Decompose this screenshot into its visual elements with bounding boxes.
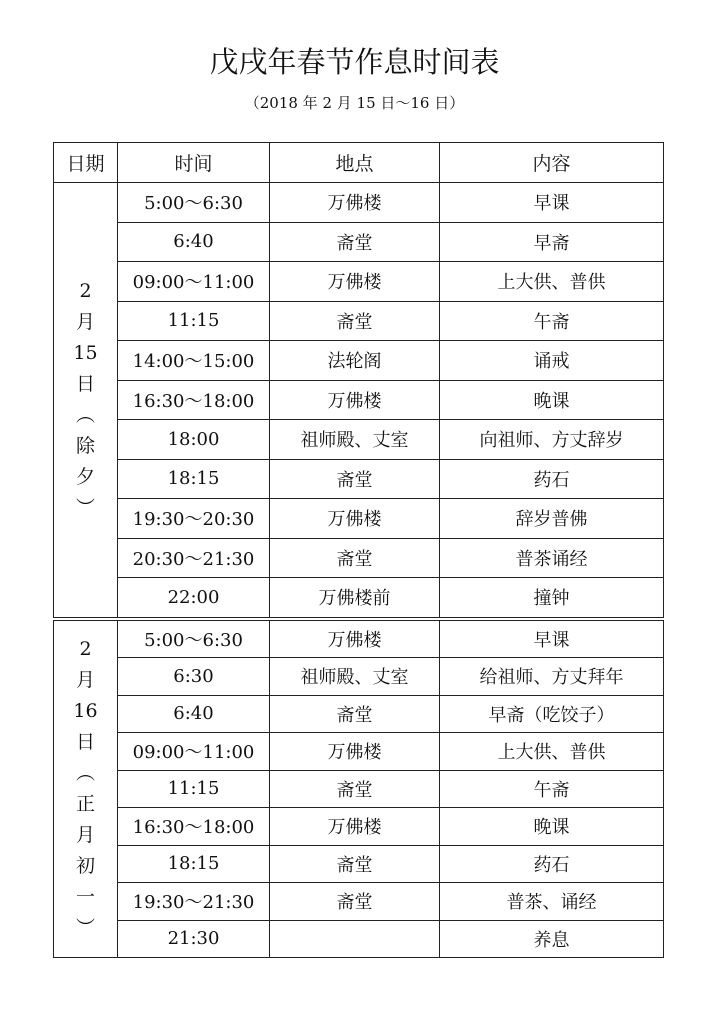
place-cell: 万佛楼 <box>270 733 440 771</box>
date-char: 2 <box>79 279 92 302</box>
content-cell: 午斋 <box>440 770 664 808</box>
table-row <box>54 499 664 539</box>
table-row <box>54 341 664 381</box>
place-cell: 万佛楼 <box>270 380 440 420</box>
time-cell: 11:15 <box>118 301 270 341</box>
place-cell: 万佛楼 <box>270 619 440 658</box>
date-char: ︵ <box>75 761 95 784</box>
time-cell: 11:15 <box>118 770 270 808</box>
place-cell: 万佛楼 <box>270 262 440 302</box>
header-time: 时间 <box>118 143 270 183</box>
place-cell: 斋堂 <box>270 459 440 499</box>
place-cell: 斋堂 <box>270 770 440 808</box>
time-cell: 09:00～11:00 <box>118 262 270 302</box>
date-char: 日 <box>75 730 95 753</box>
time-cell: 6:40 <box>118 695 270 733</box>
date-char: ︶ <box>75 916 95 939</box>
table-row <box>54 845 664 883</box>
date-char: 月 <box>75 668 95 691</box>
date-char: 一 <box>75 885 95 908</box>
content-cell: 辞岁普佛 <box>440 499 664 539</box>
table-row <box>54 920 664 958</box>
date-char: 16 <box>73 699 98 722</box>
place-cell: 斋堂 <box>270 695 440 733</box>
time-cell: 6:40 <box>118 222 270 262</box>
time-cell: 5:00～6:30 <box>118 619 270 658</box>
place-cell: 祖师殿、丈室 <box>270 658 440 696</box>
content-cell: 撞钟 <box>440 578 664 619</box>
content-cell: 诵戒 <box>440 341 664 381</box>
time-cell: 20:30～21:30 <box>118 538 270 578</box>
place-cell: 斋堂 <box>270 883 440 921</box>
header-row <box>54 143 664 183</box>
content-cell: 普茶诵经 <box>440 538 664 578</box>
content-cell: 上大供、普供 <box>440 733 664 771</box>
date-char: ︵ <box>75 403 95 426</box>
date-char: 日 <box>75 372 95 395</box>
place-cell: 斋堂 <box>270 845 440 883</box>
time-cell: 18:15 <box>118 459 270 499</box>
time-cell: 19:30～21:30 <box>118 883 270 921</box>
date-char: 2 <box>79 637 92 660</box>
content-cell: 早斋（吃饺子） <box>440 695 664 733</box>
place-cell <box>270 920 440 958</box>
date-char: 月 <box>75 310 95 333</box>
content-cell: 晚课 <box>440 380 664 420</box>
table-row <box>54 883 664 921</box>
place-cell: 万佛楼 <box>270 183 440 223</box>
header-place: 地点 <box>270 143 440 183</box>
content-cell: 早课 <box>440 619 664 658</box>
table-row <box>54 658 664 696</box>
time-cell: 18:15 <box>118 845 270 883</box>
table-row <box>54 733 664 771</box>
date-char: 初 <box>75 854 95 877</box>
date-char: 夕 <box>75 465 95 488</box>
content-cell: 给祖师、方丈拜年 <box>440 658 664 696</box>
schedule-table <box>53 142 664 958</box>
date-char: 月 <box>75 823 95 846</box>
content-cell: 养息 <box>440 920 664 958</box>
date-char: 除 <box>75 434 95 457</box>
place-cell: 斋堂 <box>270 538 440 578</box>
table-row <box>54 619 664 658</box>
place-cell: 万佛楼 <box>270 808 440 846</box>
table-row <box>54 420 664 460</box>
time-cell: 6:30 <box>118 658 270 696</box>
place-cell: 万佛楼 <box>270 499 440 539</box>
content-cell: 早斋 <box>440 222 664 262</box>
table-row <box>54 222 664 262</box>
content-cell: 午斋 <box>440 301 664 341</box>
time-cell: 5:00～6:30 <box>118 183 270 223</box>
content-cell: 早课 <box>440 183 664 223</box>
table-row <box>54 262 664 302</box>
table-row <box>54 808 664 846</box>
table-row <box>54 578 664 619</box>
table-row <box>54 380 664 420</box>
time-cell: 19:30～20:30 <box>118 499 270 539</box>
date-cell <box>54 619 118 958</box>
table-row <box>54 301 664 341</box>
table-row <box>54 459 664 499</box>
date-range-subtitle: （2018 年 2 月 15 日～16 日） <box>244 94 465 112</box>
table-row <box>54 770 664 808</box>
content-cell: 上大供、普供 <box>440 262 664 302</box>
time-cell: 14:00～15:00 <box>118 341 270 381</box>
content-cell: 药石 <box>440 459 664 499</box>
time-cell: 16:30～18:00 <box>118 808 270 846</box>
content-cell: 晚课 <box>440 808 664 846</box>
content-cell: 普茶、诵经 <box>440 883 664 921</box>
date-char: 15 <box>73 341 98 364</box>
time-cell: 22:00 <box>118 578 270 619</box>
table-row <box>54 538 664 578</box>
date-cell <box>54 183 118 619</box>
page-title: 戊戌年春节作息时间表 <box>209 45 500 79</box>
header-content: 内容 <box>440 143 664 183</box>
table-row <box>54 183 664 223</box>
time-cell: 09:00～11:00 <box>118 733 270 771</box>
place-cell: 万佛楼前 <box>270 578 440 619</box>
time-cell: 21:30 <box>118 920 270 958</box>
date-char: 正 <box>75 792 95 815</box>
header-date: 日期 <box>54 143 118 183</box>
time-cell: 18:00 <box>118 420 270 460</box>
time-cell: 16:30～18:00 <box>118 380 270 420</box>
date-char: ︶ <box>75 496 95 519</box>
table-row <box>54 695 664 733</box>
content-cell: 向祖师、方丈辞岁 <box>440 420 664 460</box>
place-cell: 法轮阁 <box>270 341 440 381</box>
place-cell: 祖师殿、丈室 <box>270 420 440 460</box>
place-cell: 斋堂 <box>270 301 440 341</box>
content-cell: 药石 <box>440 845 664 883</box>
place-cell: 斋堂 <box>270 222 440 262</box>
